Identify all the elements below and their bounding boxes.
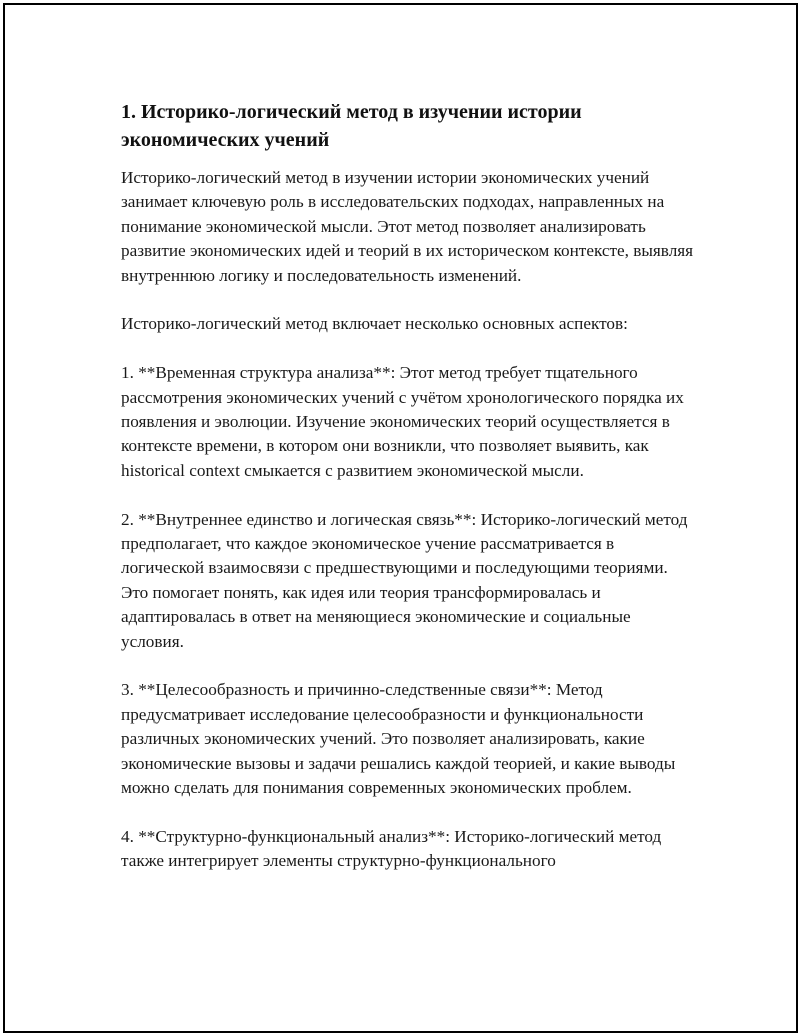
section-heading: 1. Историко-логический метод в изучении истории экономических учений	[121, 101, 582, 151]
aspect-4-paragraph: 4. **Структурно-функциональный анализ**: Историко-логический метод также интегрирует элементы структурно-функционального	[121, 826, 662, 871]
aspect-2-paragraph: 2. **Внутреннее единство и логическая связь**: Историко-логический метод предполагает, что каждое экономическое учение рассматривается в логической взаимосвязи с предшествующими и последующими теориями. Это помогает понять, как идея или теория трансформировалась и адаптировалась в ответ на меняющиеся экономические и социальные условия.	[121, 509, 688, 651]
document-body	[121, 98, 696, 898]
document-page	[3, 3, 798, 1033]
aspect-3-paragraph: 3. **Целесообразность и причинно-следственные связи**: Метод предусматривает исследование целесообразности и функциональности различных экономических учений. Это позволяет анализировать, какие экономические вызовы и задачи решались каждой теорией, и какие выводы можно сделать для понимания современных экономических проблем.	[121, 680, 676, 798]
intro-paragraph: Историко-логический метод в изучении истории экономических учений занимает ключевую роль в исследовательских подходах, направленных на понимание экономической мысли. Этот метод позволяет анализировать развитие экономических идей и теорий в их историческом контексте, выявляя внутреннюю логику и последовательность изменений.	[121, 168, 694, 285]
aspect-1-paragraph: 1. **Временная структура анализа**: Этот метод требует тщательного рассмотрения экономических учений с учётом хронологического порядка их появления и эволюции. Изучение экономических теорий осуществляется в контексте времени, в котором они возникли, что позволяет выявить, как historical context смыкается с развитием экономической мысли.	[121, 363, 684, 480]
aspects-intro-paragraph: Историко-логический метод включает несколько основных аспектов:	[121, 314, 628, 334]
